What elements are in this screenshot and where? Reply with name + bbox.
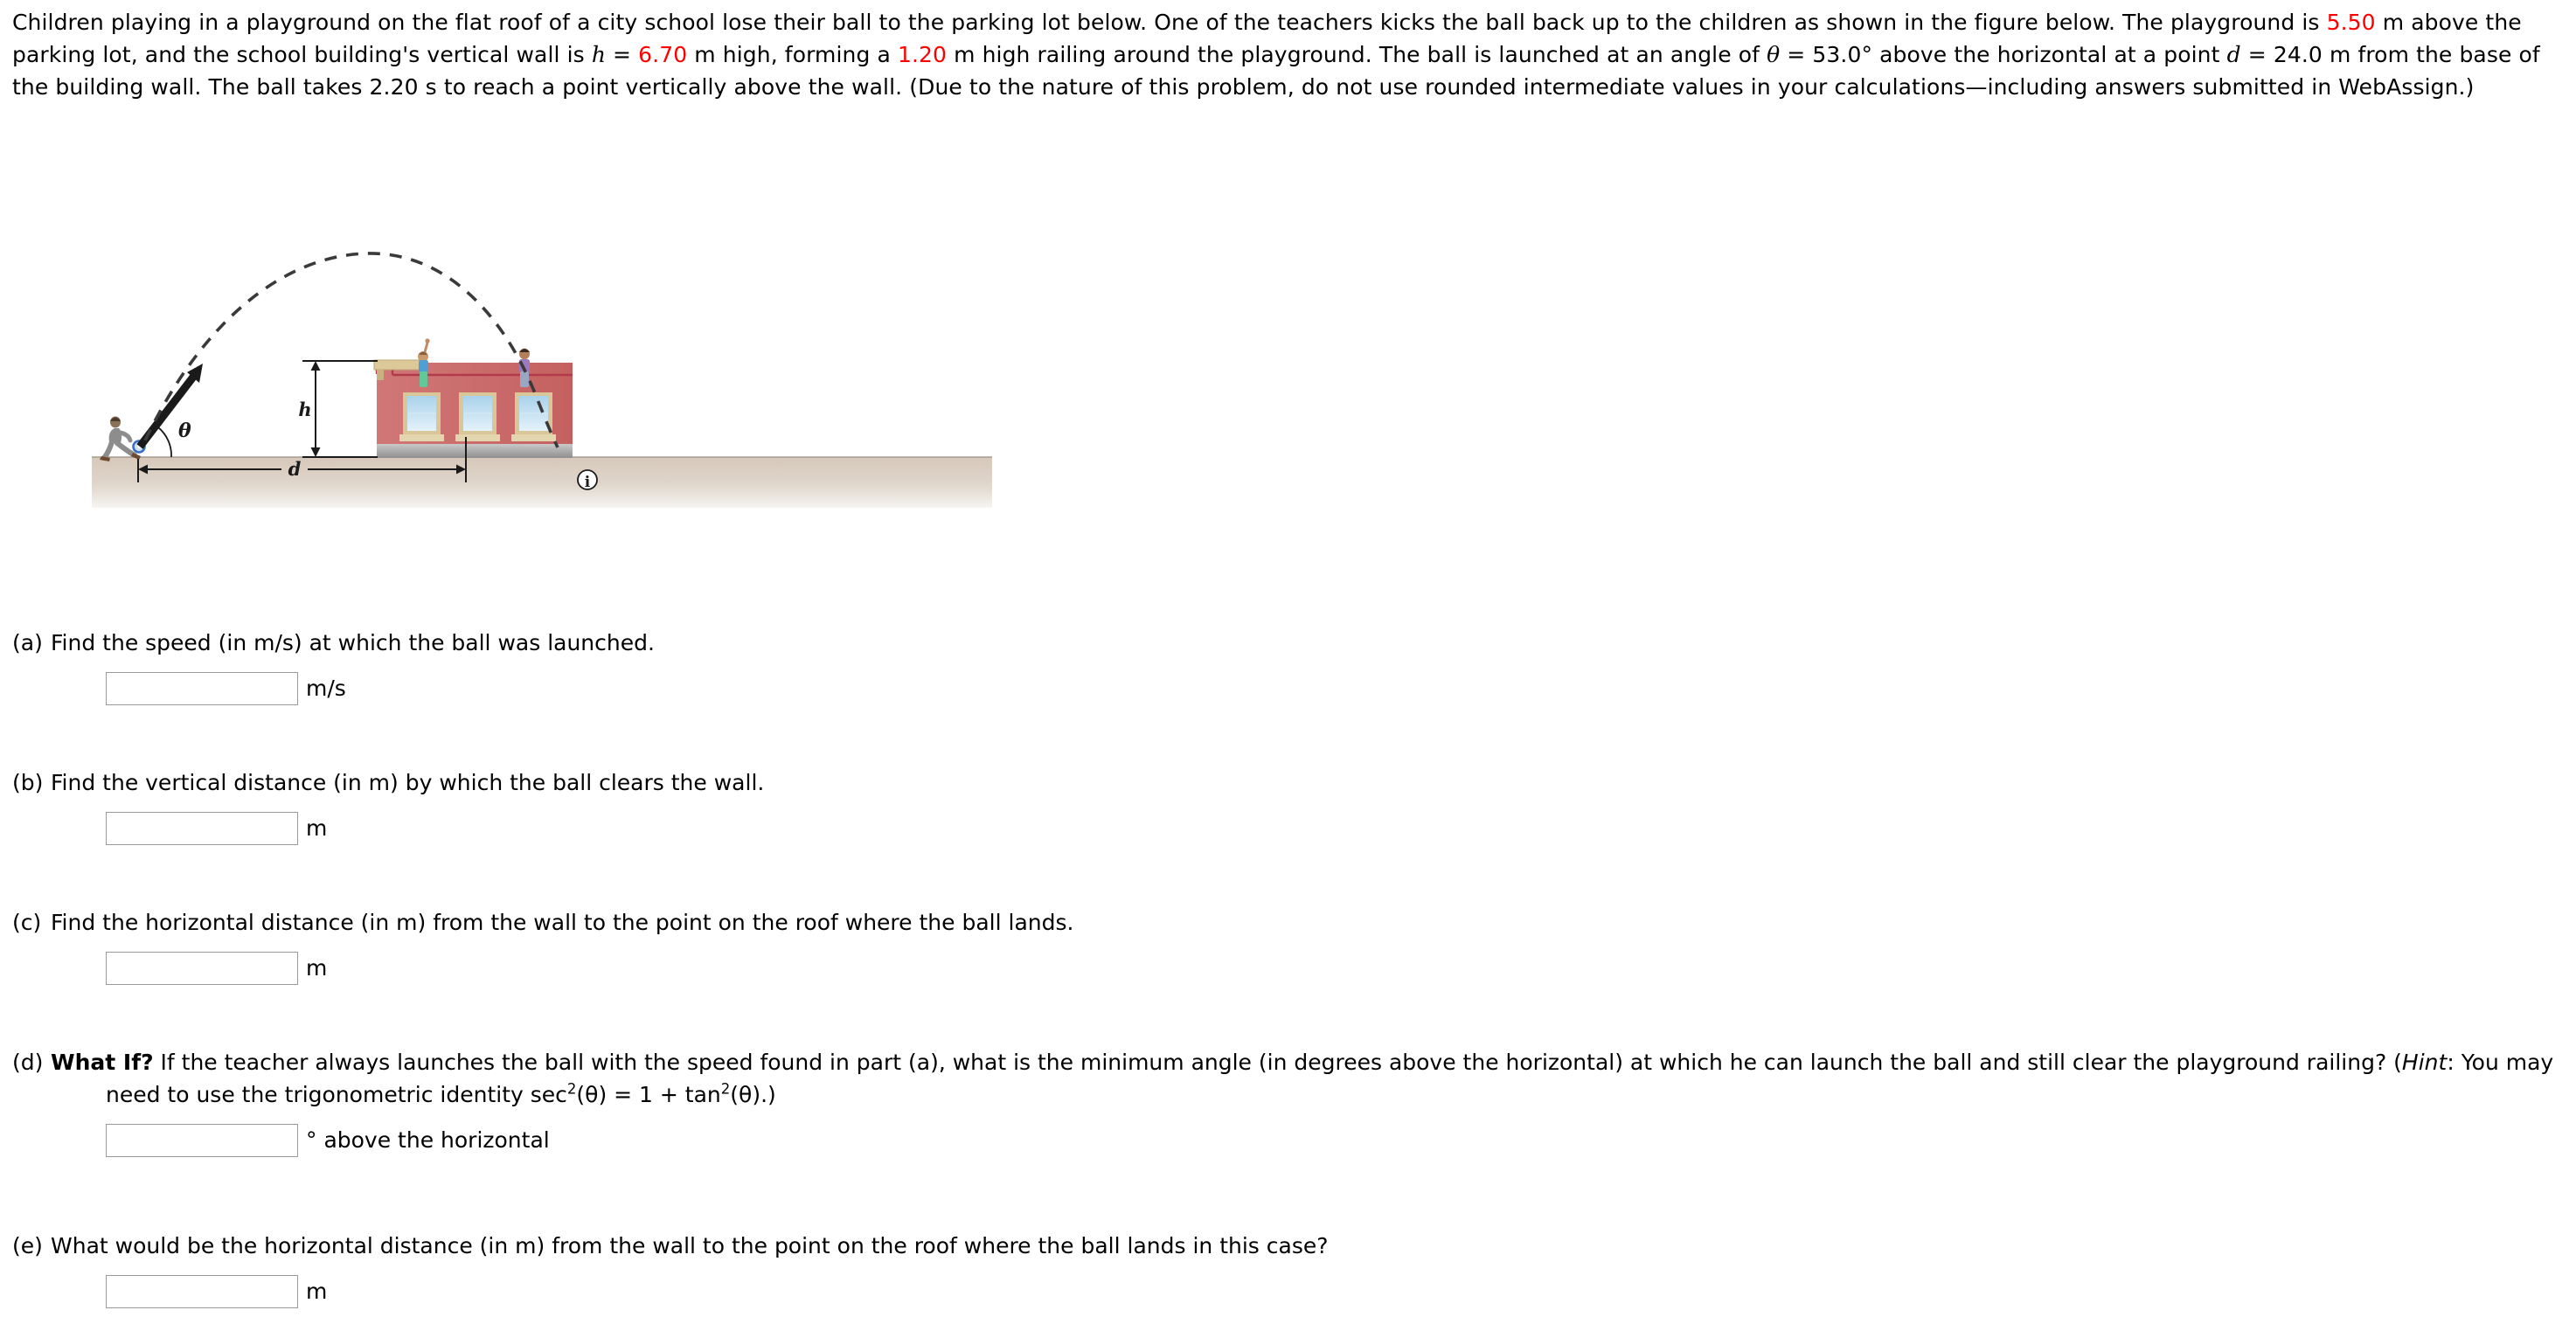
- figure-label-h: h: [298, 399, 312, 420]
- part-e-unit: m: [306, 1279, 328, 1305]
- part-b-label: (b): [12, 770, 44, 795]
- part-d-text-4: (θ).): [730, 1081, 776, 1107]
- part-d-sup-2: 2: [720, 1080, 731, 1098]
- part-e-answer-input[interactable]: [106, 1275, 298, 1308]
- part-d-whatif-prefix: What If?: [51, 1050, 154, 1075]
- part-d-text: [51, 1047, 2565, 1112]
- part-d-text-2: : You may need to use the trigonometric identity sec: [106, 1050, 2554, 1107]
- part-a-text: Find the speed (in m/s) at which the ball was launched.: [51, 630, 655, 655]
- part-a-label: (a): [12, 630, 43, 655]
- part-d-text-3: (θ) = 1 + tan: [576, 1081, 721, 1107]
- problem-segment-3: h: [591, 41, 607, 67]
- part-d-label: (d): [12, 1050, 44, 1075]
- part-d-hint-word: Hint: [2401, 1050, 2448, 1075]
- part-c-unit: m: [306, 955, 328, 981]
- part-b-text: Find the vertical distance (in m) by which the ball clears the wall.: [51, 770, 765, 795]
- question-part-b: [12, 767, 2565, 845]
- figure-label-d: d: [288, 458, 302, 480]
- info-icon-glyph: i: [584, 474, 591, 491]
- problem-segment-10: = 53.0° above the horizontal at a point: [1780, 41, 2227, 67]
- problem-segment-8: m high railing around the playground. The ball is launched at an angle of: [947, 41, 1767, 67]
- part-c-answer-input[interactable]: [106, 952, 298, 985]
- part-e-text: What would be the horizontal distance (in m) from the wall to the point on the roof where the ball lands in this case?: [51, 1233, 1329, 1258]
- question-part-e: [12, 1230, 2565, 1308]
- part-a-unit: m/s: [306, 676, 346, 702]
- problem-segment-9: θ: [1767, 41, 1781, 67]
- figure-label-theta: θ: [178, 419, 191, 442]
- question-part-c: [12, 907, 2565, 985]
- problem-segment-0: Children playing in a playground on the flat roof of a city school lose their ball to the parking lot below. One of the teachers kicks the ball back up to the children as shown in the figure below. The playground is: [12, 10, 2327, 35]
- part-b-unit: m: [306, 815, 328, 842]
- problem-segment-11: d: [2226, 41, 2241, 67]
- teacher-figure: [100, 417, 141, 462]
- problem-statement: [12, 7, 2565, 103]
- part-a-answer-input[interactable]: [106, 672, 298, 705]
- problem-segment-1: 5.50: [2326, 10, 2376, 35]
- part-d-text-1: If the teacher always launches the ball with the speed found in part (a), what is the minimum angle (in degrees above the horizontal) at which he can launch the ball and still clear the playground railing? (: [153, 1050, 2402, 1075]
- problem-segment-4: =: [606, 41, 639, 67]
- dimension-h: [302, 361, 378, 457]
- part-c-label: (c): [12, 910, 42, 935]
- part-d-unit: ° above the horizontal: [306, 1127, 550, 1153]
- question-part-d: [12, 1047, 2565, 1157]
- problem-segment-6: m high, forming a: [687, 41, 898, 67]
- parking-lot-ground: [92, 457, 992, 508]
- part-e-label: (e): [12, 1233, 43, 1258]
- problem-segment-5: 6.70: [638, 41, 688, 67]
- question-part-a: [12, 627, 2565, 705]
- part-d-answer-input[interactable]: [106, 1124, 298, 1157]
- problem-figure: [0, 175, 1189, 603]
- building-windows: [399, 392, 556, 441]
- problem-segment-2: m above the parking lot, and the school building's vertical wall is: [12, 10, 2522, 67]
- problem-segment-12: = 24.0 m from the base of the building wall. The ball takes 2.20 s to reach a point vertically above the wall. (Due to the nature of this problem, do not use rounded intermediate values in your calculations—including answers submitted in WebAssign.): [12, 41, 2540, 100]
- part-b-answer-input[interactable]: [106, 812, 298, 845]
- part-c-text: Find the horizontal distance (in m) from the wall to the point on the roof where the ball lands.: [51, 910, 1074, 935]
- launch-angle-arc: [158, 427, 171, 457]
- part-d-sup-1: 2: [566, 1080, 577, 1098]
- problem-segment-7: 1.20: [897, 41, 948, 67]
